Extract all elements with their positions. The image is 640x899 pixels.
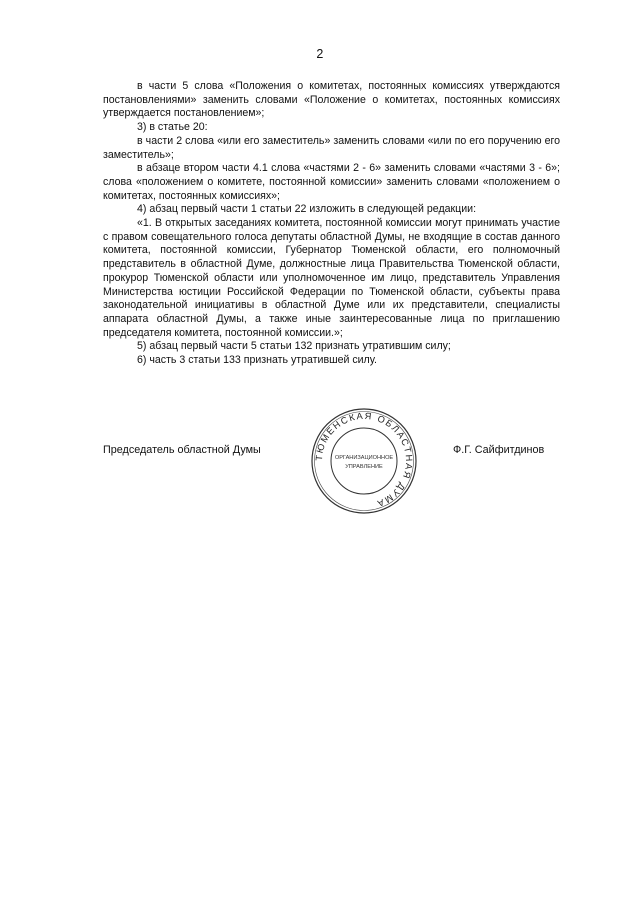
paragraph: 3) в статье 20: bbox=[137, 121, 208, 134]
paragraph: 6) часть 3 статьи 133 признать утратившей силу. bbox=[137, 354, 377, 367]
document-body bbox=[103, 80, 560, 368]
paragraph: в абзаце втором части 4.1 слова «частями 2 - 6» заменить словами «частями 3 - 6»; слова «положением о комитете, постоянной комиссии» заменить словами «положением о комитетах, постоянных комиссиях»; bbox=[103, 162, 560, 202]
paragraph: в части 5 слова «Положения о комитетах, постоянных комиссиях утверждаются постановлениями» заменить словами «Положение о комитетах, постоянных комиссиях утверждается постановлением»; bbox=[103, 80, 560, 120]
svg-text:ОРГАНИЗАЦИОННОЕ: ОРГАНИЗАЦИОННОЕ bbox=[334, 455, 394, 461]
paragraph: в части 2 слова «или его заместитель» заменить словами «или по его поручению его заместитель»; bbox=[103, 134, 560, 161]
paragraph: 4) абзац первый части 1 статьи 22 изложить в следующей редакции: bbox=[137, 203, 477, 216]
official-stamp bbox=[309, 406, 419, 516]
paragraph: «1. В открытых заседаниях комитета, постоянной комиссии могут принимать участие с правом совещательного голоса депутаты областной Думы, не входящие в состав данного комитета, постоянной комиссии, Губернатор Тюменской области, его полномочный представитель в областной Думе, должностные лица Правительства Тюменской области, прокурор Тюменской области или уполномоченное им лицо, представитель Управления Министерства юстиции Российской Федерации по Тюменской области, субъекты права законодательной инициативы в областной Думе или их представители, специалисты аппарата областной Думы, а также иные заинтересованные лица по приглашению председателя комитета, постоянной комиссии.»; bbox=[103, 217, 560, 339]
signatory-name: Ф.Г. Сайфитдинов bbox=[453, 444, 545, 456]
stamp-seal-image bbox=[309, 406, 419, 516]
signatory-title: Председатель областной Думы bbox=[103, 444, 261, 456]
paragraph: 5) абзац первый части 5 статьи 132 признать утратившим силу; bbox=[137, 340, 451, 353]
svg-text:УПРАВЛЕНИЕ: УПРАВЛЕНИЕ bbox=[345, 464, 383, 470]
page-number: 2 bbox=[316, 47, 324, 61]
svg-text:ТЮМЕНСКАЯ ОБЛАСТНАЯ ДУМА: ТЮМЕНСКАЯ ОБЛАСТНАЯ ДУМА bbox=[313, 410, 415, 510]
